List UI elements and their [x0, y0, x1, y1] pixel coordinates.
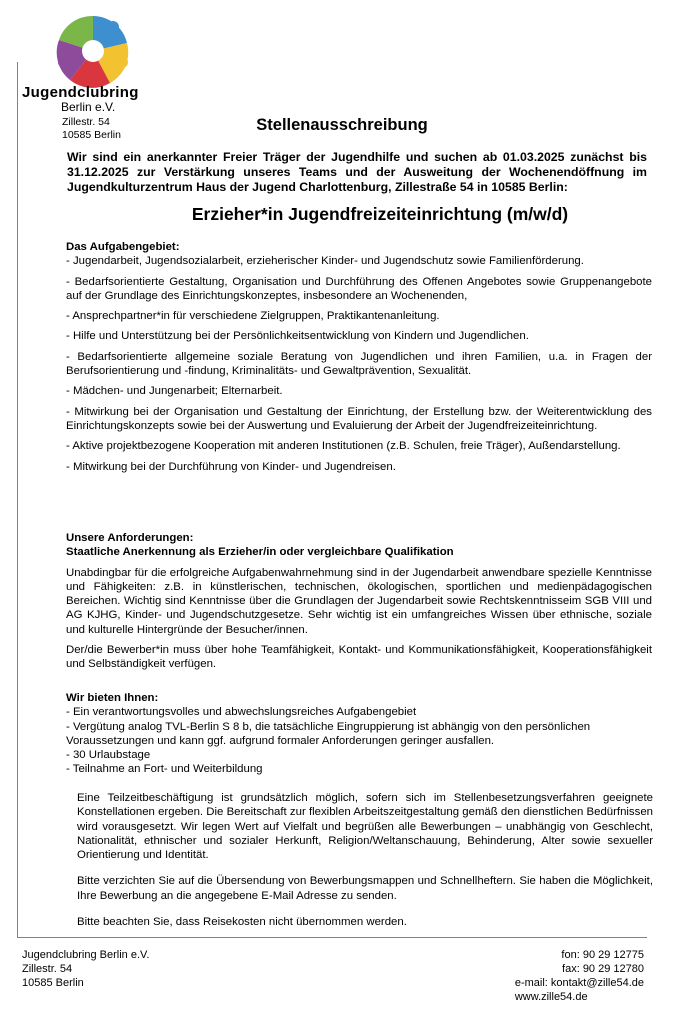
- task-item: - Bedarfsorientierte allgemeine soziale Beratung von Jugendlichen und ihren Familien, u.a. in Fragen der Berufsorientierung und -findung, Kriminalitäts- und Gewaltprävention, Sexualität.: [66, 350, 652, 378]
- task-item: - Hilfe und Unterstützung bei der Persönlichkeitsentwicklung von Kindern und Jugendlichen.: [66, 330, 529, 343]
- task-item: - Mädchen- und Jungenarbeit; Elternarbeit.: [66, 385, 283, 398]
- closing-paragraph: Eine Teilzeitbeschäftigung ist grundsätzlich möglich, sofern sich im Stellenbesetzungsverfahren geeignete Konstellationen ergeben. Die Bereitschaft zur flexiblen Arbeitszeitgestaltung gemäß den dienstlichen Bedürfnissen wird vorausgesetzt. Wir legen Wert auf Vielfalt und begrüßen alle Bewerbungen – unabhängig von Geschlecht, Nationalität, ethnischer und sozialer Herkunft, Religion/Weltanschauung, Behinderung, Alter sowie sexueller Orientierung und Identität.: [77, 792, 653, 862]
- closing-section: [77, 791, 653, 929]
- tasks-heading: Das Aufgabengebiet:: [66, 241, 180, 253]
- org-street: Zillestr. 54: [62, 116, 110, 128]
- closing-paragraph: Bitte beachten Sie, dass Reisekosten nicht übernommen werden.: [77, 916, 407, 929]
- footer-phone: fon: 90 29 12775: [561, 949, 644, 961]
- accent-line-vertical: [17, 62, 18, 937]
- task-item: - Aktive projektbezogene Kooperation mit anderen Institutionen (z.B. Schulen, freie Träger), Außendarstellung.: [66, 440, 621, 453]
- task-item: - Bedarfsorientierte Gestaltung, Organisation und Durchführung des Offenen Angebotes sowie Gruppenangebote auf der Grundlage des Einrichtungskonzeptes, insbesondere an Wochenenden,: [66, 275, 652, 302]
- requirements-section: [66, 531, 652, 672]
- tasks-section: [66, 240, 652, 474]
- org-city: 10585 Berlin: [62, 129, 121, 141]
- footer-website[interactable]: www.zille54.de: [514, 991, 588, 1003]
- requirements-subheading: Staatliche Anerkennung als Erzieher/in oder vergleichbare Qualifikation: [66, 546, 454, 559]
- offer-item: - Teilnahme an Fort- und Weiterbildung: [66, 763, 263, 776]
- footer-line: 10585 Berlin: [22, 977, 84, 989]
- footer-line: Jugendclubring Berlin e.V.: [22, 949, 150, 961]
- page-title: Stellenausschreibung: [256, 116, 428, 134]
- closing-paragraph: Bitte verzichten Sie auf die Übersendung von Bewerbungsmappen und Schnellheftern. Sie haben die Möglichkeit, Ihre Bewerbung an die angegebene E-Mail Adresse zu senden.: [77, 875, 653, 902]
- requirements-paragraph: Der/die Bewerber*in muss über hohe Teamfähigkeit, Kontakt- und Kommunikationsfähigkeit, Kooperationsfähigkeit und Selbständigkeit verfügen.: [66, 644, 652, 671]
- footer-line: Zillestr. 54: [22, 963, 73, 975]
- footer-address: [22, 948, 149, 990]
- position-title: Erzieher*in Jugendfreizeiteinrichtung (m/w/d): [191, 204, 569, 224]
- task-item: - Mitwirkung bei der Durchführung von Kinder- und Jugendreisen.: [66, 460, 396, 473]
- accent-line-horizontal: [17, 937, 647, 938]
- offer-item: - Vergütung analog TVL-Berlin S 8 b, die tatsächliche Eingruppierung ist abhängig von den persönlichen Voraussetzungen und kann ggf. aufgrund formaler Anforderungen geringer ausfallen.: [66, 720, 591, 747]
- org-name: Jugendclubring: [22, 84, 139, 101]
- offer-heading: Wir bieten Ihnen:: [66, 692, 159, 704]
- offer-item: - Ein verantwortungsvolles und abwechslungsreiches Aufgabengebiet: [66, 706, 417, 719]
- requirements-paragraph: Unabdingbar für die erfolgreiche Aufgabenwahrnehmung sind in der Jugendarbeit anwendbare spezielle Kenntnisse und Fähigkeiten: z.B. in künstlerischen, technischen, ökologischen, sportlichen und medienpädagogischen Bereichen. Wichtig sind Kenntnisse über die Grundlagen der Jugendarbeit sowie Rechtskenntnisseim SGB VIII und AG KJHG, Kinder- und Jugendschutzgesetze. Sehr wichtig ist ein umfangreiches Wissen über ethnische, soziale und kulturelle Hintergründe der Besucher/innen.: [66, 566, 652, 636]
- task-item: - Ansprechpartner*in für verschiedene Zielgruppen, Praktikantenanleitung.: [66, 310, 440, 323]
- task-item: - Mitwirkung bei der Organisation und Gestaltung der Einrichtung, der Erstellung bzw. der Weiterentwicklung des Einrichtungskonzepts sowie bei der Auswertung und Evaluierung der Arbeit der Jugendfreizeiteinrichtung.: [66, 405, 652, 432]
- footer-fax: fax: 90 29 12780: [562, 963, 644, 975]
- offer-item: - 30 Urlaubstage: [66, 749, 151, 762]
- jugendclubring-logo: [50, 10, 136, 92]
- task-item: - Jugendarbeit, Jugendsozialarbeit, erzieherischer Kinder- und Jugendschutz sowie Familienförderung.: [66, 255, 584, 268]
- intro-text: Wir sind ein anerkannter Freier Träger der Jugendhilfe und suchen ab 01.03.2025 zunächst bis 31.12.2025 zur Verstärkung unseres Teams und der Ausweitung der Wochenendöffnung im Jugendkulturzentrum Haus der Jugend Charlottenburg, Zillestraße 54 in 10585 Berlin:: [67, 150, 647, 194]
- offer-section: [66, 691, 652, 777]
- footer-contact: [515, 948, 644, 1004]
- requirements-heading: Unsere Anforderungen:: [66, 532, 194, 544]
- footer-email[interactable]: e-mail: kontakt@zille54.de: [514, 977, 644, 989]
- org-sub: Berlin e.V.: [61, 100, 116, 114]
